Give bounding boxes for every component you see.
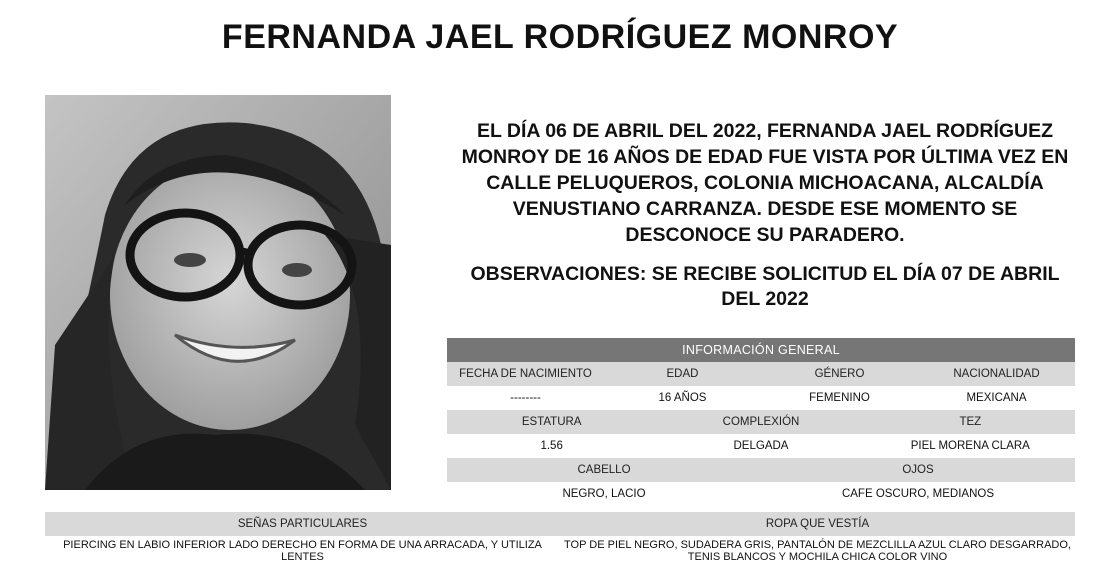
- label-distinguishing-marks: SEÑAS PARTICULARES: [237, 518, 368, 530]
- label-nationality: NACIONALIDAD: [953, 368, 1040, 380]
- page-title: FERNANDA JAEL RODRÍGUEZ MONROY: [221, 18, 899, 56]
- observations: OBSERVACIONES: SE RECIBE SOLICITUD EL DÍA 07 DE ABRIL DEL 2022: [470, 263, 1060, 310]
- value-build: DELGADA: [733, 440, 789, 452]
- label-eyes: OJOS: [902, 464, 934, 476]
- info-row2-labels: [447, 410, 1075, 434]
- info-row3-labels: [447, 458, 1075, 482]
- value-hair: NEGRO, LACIO: [562, 488, 646, 500]
- label-gender: GÉNERO: [814, 368, 865, 380]
- info-row2-values: [447, 434, 1075, 458]
- person-photo: [45, 95, 391, 490]
- label-age: EDAD: [666, 368, 699, 380]
- bottom-values: [45, 536, 1075, 563]
- label-clothing: ROPA QUE VESTÍA: [765, 518, 870, 530]
- general-info-table: [447, 338, 1075, 506]
- value-distinguishing-marks: PIERCING EN LABIO INFERIOR LADO DERECHO EN FORMA DE UNA ARRACADA, Y UTILIZA LENTES: [63, 539, 542, 563]
- value-clothing: TOP DE PIEL NEGRO, SUDADERA GRIS, PANTALÓN DE MEZCLILLA AZUL CLARO DESGARRADO, TENIS BLANCOS Y MOCHILA CHICA COLOR VINO: [564, 539, 1071, 563]
- value-skin: PIEL MORENA CLARA: [910, 440, 1030, 452]
- value-nationality: MEXICANA: [966, 392, 1027, 404]
- info-row3-values: [447, 482, 1075, 506]
- info-row1-labels: [447, 362, 1075, 386]
- label-height: ESTATURA: [521, 416, 582, 428]
- label-build: COMPLEXIÓN: [722, 416, 800, 428]
- label-birthdate: FECHA DE NACIMIENTO: [459, 368, 592, 380]
- label-skin: TEZ: [959, 416, 982, 428]
- bottom-labels: [45, 512, 1075, 536]
- info-row1-values: [447, 386, 1075, 410]
- value-eyes: CAFE OSCURO, MEDIANOS: [841, 488, 995, 500]
- disappearance-description: EL DÍA 06 DE ABRIL DEL 2022, FERNANDA JAEL RODRÍGUEZ MONROY DE 16 AÑOS DE EDAD FUE VISTA POR ÚLTIMA VEZ EN CALLE PELUQUEROS, COLONIA MICHOACANA, ALCALDÍA VENUSTIANO CARRANZA. DESDE ESE MOMENTO SE DESCONOCE SU PARADERO.: [461, 120, 1069, 246]
- value-age: 16 AÑOS: [658, 392, 707, 404]
- value-birthdate: --------: [510, 392, 541, 404]
- features-clothing-section: [45, 512, 1075, 563]
- value-height: 1.56: [540, 440, 563, 452]
- general-info-header: INFORMACIÓN GENERAL: [447, 338, 1075, 362]
- label-hair: CABELLO: [577, 464, 631, 476]
- value-gender: FEMENINO: [809, 392, 870, 404]
